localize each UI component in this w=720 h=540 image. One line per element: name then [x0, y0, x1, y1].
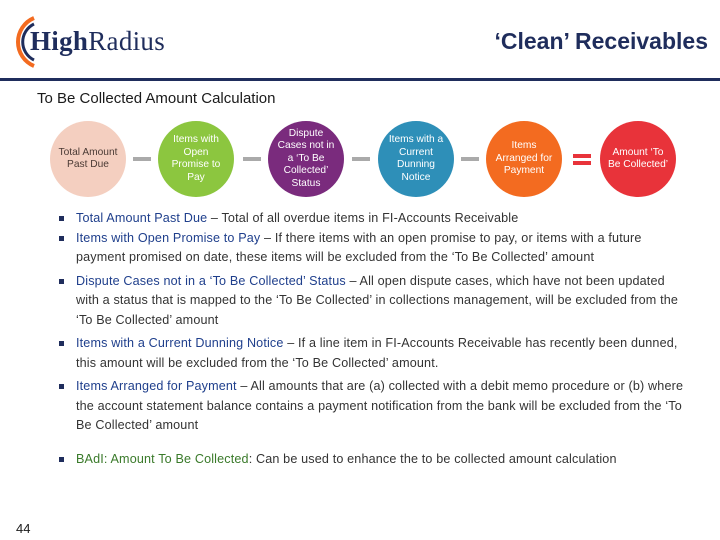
- list-item: [56, 334, 686, 373]
- bullet-icon: [59, 457, 64, 462]
- flow-label: Amount ‘To Be Collected’: [607, 146, 669, 170]
- bullet-text: – If a line item in FI-Accounts Receivable has recently been dunned, this amount will be excluded from the ‘To Be Collected’ amount.: [76, 336, 678, 370]
- bullet-term: BAdI: Amount To Be Collected: [76, 451, 249, 466]
- flow-label: Items Arranged for Payment: [495, 140, 553, 177]
- definition-list: [56, 209, 686, 469]
- list-item: [56, 229, 686, 268]
- bullet-term: Items with Open Promise to Pay: [76, 230, 261, 245]
- minus-icon: [352, 152, 370, 166]
- bullet-text: – Total of all overdue items in FI-Accounts Receivable: [207, 211, 519, 225]
- minus-icon: [461, 152, 479, 166]
- minus-icon: [243, 152, 261, 166]
- bullet-term: Items Arranged for Payment: [76, 379, 237, 393]
- logo-text-radius: Radius: [88, 26, 166, 56]
- bullet-icon: [59, 236, 64, 241]
- highradius-logo: [8, 12, 208, 72]
- minus-icon: [133, 152, 151, 166]
- bullet-text: – All amounts that are (a) collected with a debit memo procedure or (b) where the account statement balance contains a payment notification from the bank will be excluded from the ‘To Be Collected’ amount: [76, 379, 684, 432]
- list-item: [56, 377, 686, 436]
- flow-label: Total Amount Past Due: [58, 146, 118, 170]
- bullet-term: Dispute Cases not in a ‘To Be Collected’ Status: [76, 273, 346, 288]
- bullet-text: : Can be used to enhance the to be collected amount calculation: [248, 451, 617, 466]
- page-number: 44: [16, 521, 31, 536]
- bullet-text: – All open dispute cases, which have not been updated with a status that is mapped to the ‘To Be Collected’ in collections management, will be excluded from the ‘To Be Collected’ amount: [76, 273, 679, 327]
- flow-dispute-cases: [268, 121, 344, 197]
- flow-label: Items with a Current Dunning Notice: [388, 134, 444, 183]
- flow-total-past-due: [50, 121, 126, 197]
- bullet-icon: [59, 279, 64, 284]
- list-item: [56, 209, 686, 229]
- bullet-term: Total Amount Past Due: [76, 211, 208, 225]
- equals-icon: [573, 152, 591, 166]
- logo-text-high: High: [30, 26, 89, 56]
- flow-open-promise: [158, 121, 234, 197]
- slide-title: ‘Clean’ Receivables: [494, 28, 708, 54]
- bullet-icon: [59, 384, 64, 389]
- section-subtitle: To Be Collected Amount Calculation: [37, 90, 276, 107]
- flow-label: Dispute Cases not in a ‘To Be Collected’ Status: [277, 127, 335, 189]
- flow-arranged-payment: [486, 121, 562, 197]
- bullet-icon: [59, 216, 64, 221]
- flow-label: Items with Open Promise to Pay: [171, 134, 221, 183]
- list-item: [56, 272, 686, 331]
- bullet-term: Items with a Current Dunning Notice: [76, 336, 284, 350]
- list-item: [56, 450, 686, 470]
- header-divider: [0, 78, 720, 81]
- flow-to-be-collected: [600, 121, 676, 197]
- bullet-text: – If there items with an open promise to pay, or items with a future payment promised on date, these items will be excluded from the ‘To Be Collected’ amount: [76, 230, 642, 264]
- flow-dunning-notice: [378, 121, 454, 197]
- bullet-icon: [59, 341, 64, 346]
